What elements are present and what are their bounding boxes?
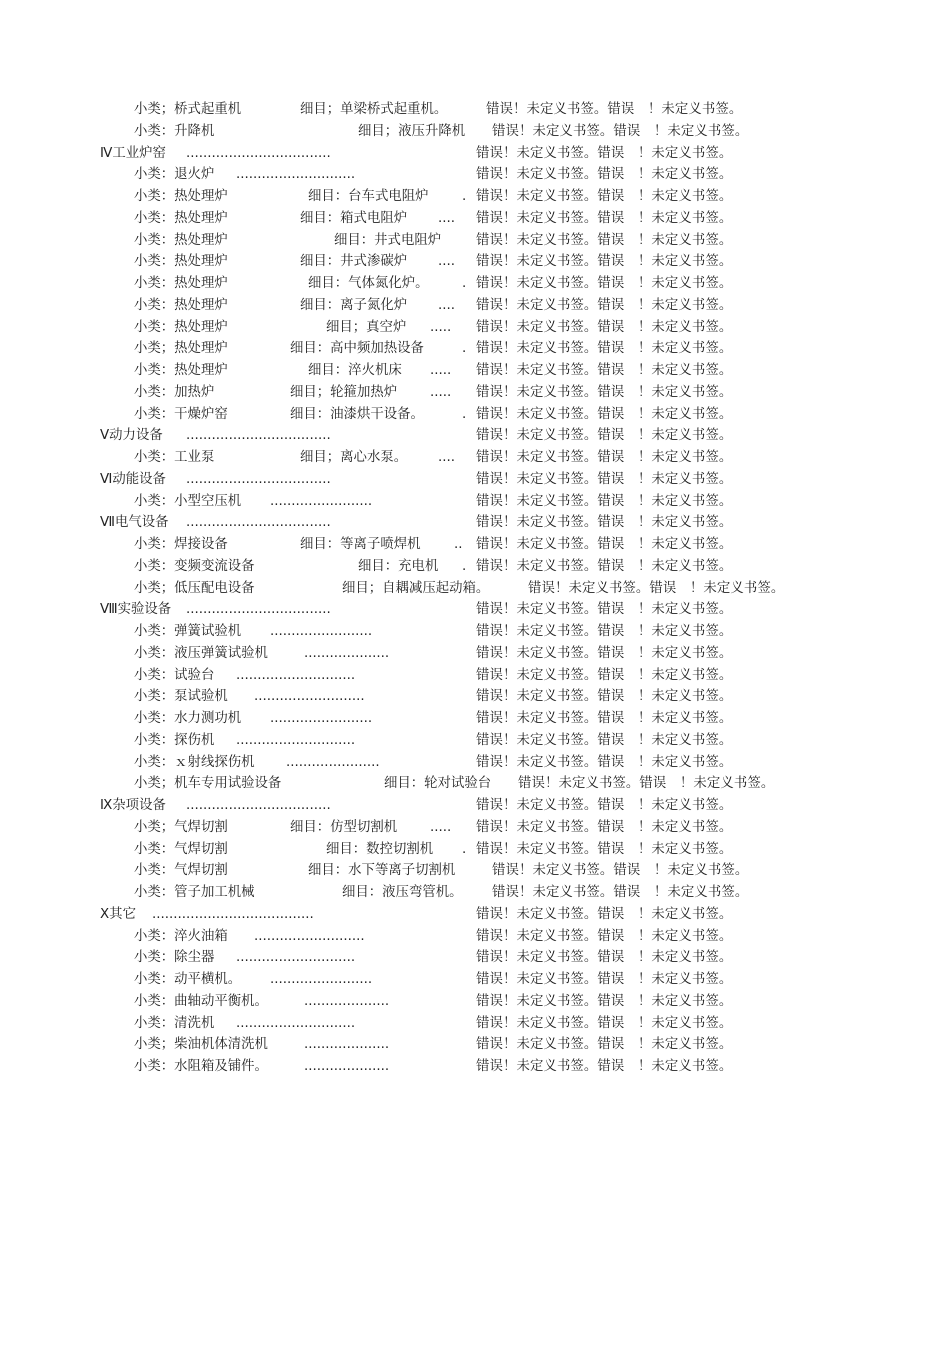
toc-detail-label: 细目：轮对试验台: [384, 776, 492, 792]
toc-entry[interactable]: [0, 143, 950, 165]
toc-entry[interactable]: [0, 317, 950, 339]
page-reference-error: 错误！未定义书签。错误 ！未定义书签。: [476, 1059, 733, 1074]
page-reference-error: 错误！未定义书签。错误 ！未定义书签。: [486, 102, 743, 117]
dot-leader: ......................................: [152, 906, 314, 922]
page-reference-error: 错误！未定义书签。错误 ！未定义书签。: [476, 732, 733, 748]
toc-detail-label: 细目；液压升降机: [358, 123, 466, 139]
toc-section-label: Ⅴ动力设备: [100, 428, 163, 444]
page-reference-error: 错误！未定义书签。错误 ！未定义书签。: [476, 363, 733, 378]
dot-leader: ..................................: [186, 515, 331, 531]
toc-subcategory-label: 小类：热处理炉: [134, 232, 228, 248]
page-reference-error: 错误！未定义书签。错误 ！未定义书签。: [476, 1037, 733, 1053]
page-reference-error: 错误！未定义书签。错误 ！未定义书签。: [476, 254, 733, 270]
toc-detail-label: 细目；离心水泵。: [300, 450, 408, 465]
dot-leader: ..........................: [254, 689, 365, 705]
page-reference-error: 错误！未定义书签。错误 ！未定义书签。: [476, 645, 733, 661]
toc-entry[interactable]: [0, 991, 950, 1013]
dot-leader: ....: [438, 297, 456, 313]
toc-subcategory-label: 小类：动平横机。: [134, 972, 242, 987]
toc-detail-label: 细目：离子氮化炉: [300, 297, 408, 313]
toc-section-label: Ⅵ动能设备: [100, 471, 166, 487]
page-reference-error: 错误！未定义书签。错误 ！未定义书签。: [476, 297, 733, 313]
toc-subcategory-label: 小类：液压弹簧试验机: [134, 645, 268, 661]
toc-subcategory-label: 小类：热处理炉: [134, 363, 228, 378]
toc-subcategory-label: 小类：探伤机: [134, 732, 215, 748]
toc-entry[interactable]: [0, 556, 950, 578]
toc-subcategory-label: 小类：热处理炉: [134, 210, 228, 226]
toc-subcategory-label: 小类：热处理炉: [134, 319, 228, 335]
page-reference-error: 错误！未定义书签。错误 ！未定义书签。: [518, 776, 775, 792]
toc-entry[interactable]: [0, 121, 950, 143]
toc-entry[interactable]: [0, 360, 950, 382]
toc-entry[interactable]: [0, 795, 950, 817]
page-reference-error: 错误！未定义书签。错误 ！未定义书签。: [476, 384, 733, 400]
toc-subcategory-label: 小类：热处理炉: [134, 297, 228, 313]
dot-leader: ..................................: [186, 602, 331, 618]
toc-subcategory-label: 小类：热处理炉: [134, 189, 228, 204]
toc-subcategory-label: 小类：管子加工机械: [134, 885, 255, 900]
dot-leader: .: [462, 276, 467, 291]
dot-leader: ..................................: [186, 471, 331, 487]
toc-detail-label: 细目：箱式电阻炉: [300, 210, 408, 226]
dot-leader: ....................: [304, 1059, 390, 1074]
toc-subcategory-label: 小类：热处理炉: [134, 276, 228, 291]
dot-leader: ..: [454, 537, 463, 552]
toc-subcategory-label: 小类：加热炉: [134, 384, 215, 400]
page-reference-error: 错误！未定义书签。错误 ！未定义书签。: [492, 885, 749, 900]
dot-leader: ..................................: [186, 145, 331, 161]
toc-detail-label: 细目：油漆烘干设备。: [290, 406, 424, 422]
toc-subcategory-label: 小类；低压配电设备: [134, 580, 255, 596]
toc-entry[interactable]: [0, 295, 950, 317]
toc-detail-label: 细目：井式渗碳炉: [300, 254, 408, 270]
toc-subcategory-label: 小类：升降机: [134, 123, 215, 139]
toc-entry[interactable]: [0, 817, 950, 839]
dot-leader: ....................: [304, 993, 390, 1009]
toc-entry[interactable]: [0, 643, 950, 665]
dot-leader: ........................: [270, 493, 373, 509]
toc-entry[interactable]: [0, 512, 950, 534]
page-reference-error: 错误！未定义书签。错误 ！未定义书签。: [476, 667, 733, 683]
dot-leader: .....: [430, 819, 452, 835]
page-reference-error: 错误！未定义书签。错误 ！未定义书签。: [476, 754, 733, 770]
toc-detail-label: 细目；自耦减压起动箱。: [342, 580, 490, 596]
toc-detail-label: 细目：等离子喷焊机: [300, 537, 421, 552]
toc-entry[interactable]: [0, 251, 950, 273]
dot-leader: ............................: [236, 667, 356, 683]
toc-entry[interactable]: [0, 860, 950, 882]
toc-entry[interactable]: [0, 273, 950, 295]
dot-leader: ............................: [236, 1015, 356, 1031]
page-reference-error: 错误！未定义书签。错误 ！未定义书签。: [476, 428, 733, 444]
toc-entry[interactable]: [0, 1056, 950, 1078]
toc-entry[interactable]: [0, 491, 950, 513]
page-reference-error: 错误！未定义书签。错误 ！未定义书签。: [476, 950, 733, 966]
dot-leader: ........................: [270, 624, 373, 639]
toc-detail-label: 细目：充电机: [358, 558, 439, 574]
toc-subcategory-label: 小类：水力测功机: [134, 711, 242, 726]
toc-subcategory-label: 小类：干燥炉窑: [134, 406, 228, 422]
page-reference-error: 错误！未定义书签。错误 ！未定义书签。: [476, 341, 733, 357]
page-reference-error: 错误！未定义书签。错误 ！未定义书签。: [476, 145, 733, 161]
dot-leader: ....: [438, 450, 456, 465]
dot-leader: ............................: [236, 950, 356, 966]
dot-leader: ....: [438, 254, 456, 270]
toc-subcategory-label: 小类；柴油机体清洗机: [134, 1037, 268, 1053]
page-reference-error: 错误！未定义书签。错误 ！未定义书签。: [476, 189, 733, 204]
toc-subcategory-label: 小类：试验台: [134, 667, 215, 683]
toc-entry[interactable]: [0, 1013, 950, 1035]
page-reference-error: 错误！未定义书签。错误 ！未定义书签。: [476, 798, 733, 813]
page-reference-error: 错误！未定义书签。错误 ！未定义书签。: [476, 515, 733, 531]
dot-leader: .: [462, 406, 467, 422]
toc-subcategory-label: 小类：ｘ射线探伤机: [134, 754, 255, 770]
page-reference-error: 错误！未定义书签。错误 ！未定义书签。: [476, 928, 733, 944]
toc-entry[interactable]: [0, 164, 950, 186]
page-reference-error: 错误！未定义书签。错误 ！未定义书签。: [476, 276, 733, 291]
toc-detail-label: 细目：气体氮化炉。: [308, 276, 429, 291]
toc-subcategory-label: 小类：泵试验机: [134, 689, 228, 705]
dot-leader: ....................: [304, 1037, 390, 1053]
toc-entry[interactable]: [0, 208, 950, 230]
toc-entry[interactable]: [0, 425, 950, 447]
page-reference-error: 错误！未定义书签。错误 ！未定义书签。: [476, 841, 733, 857]
toc-subcategory-label: 小类：焊接设备: [134, 537, 228, 552]
toc-entry[interactable]: [0, 404, 950, 426]
toc-entry[interactable]: [0, 534, 950, 556]
toc-entry[interactable]: [0, 338, 950, 360]
page-reference-error: 错误！未定义书签。错误 ！未定义书签。: [476, 493, 733, 509]
toc-detail-label: 细目：液压弯管机。: [342, 885, 463, 900]
dot-leader: .: [462, 558, 467, 574]
toc-subcategory-label: 小类：淬火油箱: [134, 928, 228, 944]
toc-section-label: Ⅷ实验设备: [100, 602, 172, 618]
toc-entry[interactable]: [0, 599, 950, 621]
page-reference-error: 错误！未定义书签。错误 ！未定义书签。: [476, 232, 733, 248]
toc-entry[interactable]: [0, 621, 950, 643]
toc-entry[interactable]: [0, 578, 950, 600]
page-reference-error: 错误！未定义书签。错误 ！未定义书签。: [492, 863, 749, 879]
page-reference-error: 错误！未定义书签。错误 ！未定义书签。: [476, 537, 733, 552]
toc-detail-label: 细目；真空炉: [326, 319, 407, 335]
page-reference-error: 错误！未定义书签。错误 ！未定义书签。: [476, 450, 733, 465]
dot-leader: ............................: [236, 167, 356, 183]
toc-entry[interactable]: [0, 186, 950, 208]
dot-leader: ............................: [236, 732, 356, 748]
dot-leader: ......................: [286, 754, 380, 770]
toc-entry[interactable]: [0, 839, 950, 861]
dot-leader: .....: [430, 384, 452, 400]
toc-section-label: Ⅹ其它: [100, 906, 136, 922]
toc-entry[interactable]: [0, 665, 950, 687]
page-reference-error: 错误！未定义书签。错误 ！未定义书签。: [476, 1015, 733, 1031]
toc-entry[interactable]: [0, 882, 950, 904]
toc-entry[interactable]: [0, 947, 950, 969]
page-reference-error: 错误！未定义书签。错误 ！未定义书签。: [476, 624, 733, 639]
toc-entry[interactable]: [0, 382, 950, 404]
dot-leader: ..................................: [186, 798, 331, 813]
toc-subcategory-label: 小类：水阻箱及铺件。: [134, 1059, 268, 1074]
dot-leader: ........................: [270, 711, 373, 726]
toc-entry[interactable]: [0, 686, 950, 708]
toc-entry[interactable]: [0, 904, 950, 926]
page-reference-error: 错误！未定义书签。错误 ！未定义书签。: [476, 167, 733, 183]
page-reference-error: 错误！未定义书签。错误 ！未定义书签。: [476, 689, 733, 705]
toc-detail-label: 细目：井式电阻炉: [334, 232, 442, 248]
dot-leader: ........................: [270, 972, 373, 987]
dot-leader: .: [462, 341, 467, 357]
toc-subcategory-label: 小类；桥式起重机: [134, 102, 242, 117]
page-reference-error: 错误！未定义书签。错误 ！未定义书签。: [476, 319, 733, 335]
toc-detail-label: 细目：仿型切割机: [290, 819, 398, 835]
toc-entry[interactable]: [0, 1034, 950, 1056]
toc-entry[interactable]: [0, 708, 950, 730]
toc-entry[interactable]: [0, 469, 950, 491]
page-reference-error: 错误！未定义书签。错误 ！未定义书签。: [476, 406, 733, 422]
toc-subcategory-label: 小类：变频变流设备: [134, 558, 255, 574]
toc-entry[interactable]: [0, 447, 950, 469]
toc-detail-label: 细目：淬火机床: [308, 363, 402, 378]
dot-leader: .....: [430, 319, 452, 335]
toc-section-label: Ⅸ杂项设备: [100, 798, 166, 813]
toc-section-label: Ⅳ工业炉窑: [100, 145, 166, 161]
toc-detail-label: 细目：台车式电阻炉: [308, 189, 429, 204]
page-reference-error: 错误！未定义书签。错误 ！未定义书签。: [476, 906, 733, 922]
toc-subcategory-label: 小类：曲轴动平衡机。: [134, 993, 268, 1009]
page-reference-error: 错误！未定义书签。错误 ！未定义书签。: [528, 580, 785, 596]
toc-entry[interactable]: [0, 752, 950, 774]
toc-detail-label: 细目：水下等离子切割机: [308, 863, 456, 879]
toc-subcategory-label: 小类：工业泵: [134, 450, 215, 465]
toc-entry[interactable]: [0, 969, 950, 991]
dot-leader: ..................................: [186, 428, 331, 444]
page-reference-error: 错误！未定义书签。错误 ！未定义书签。: [476, 993, 733, 1009]
toc-entry[interactable]: [0, 773, 950, 795]
toc-subcategory-label: 小类：热处理炉: [134, 254, 228, 270]
toc-subcategory-label: 小类：清洗机: [134, 1015, 215, 1031]
toc-entry[interactable]: [0, 230, 950, 252]
toc-subcategory-label: 小类；热处理炉: [134, 341, 228, 357]
dot-leader: ..........................: [254, 928, 365, 944]
toc-detail-label: 细目：高中频加热设备: [290, 341, 424, 357]
toc-subcategory-label: 小类：小型空压机: [134, 493, 242, 509]
page-reference-error: 错误！未定义书签。错误 ！未定义书签。: [476, 471, 733, 487]
toc-subcategory-label: 小类：除尘器: [134, 950, 215, 966]
page-reference-error: 错误！未定义书签。错误 ！未定义书签。: [476, 819, 733, 835]
toc-subcategory-label: 小类：退火炉: [134, 167, 215, 183]
page-reference-error: 错误！未定义书签。错误 ！未定义书签。: [492, 123, 749, 139]
toc-detail-label: 细目：数控切割机: [326, 841, 434, 857]
dot-leader: .: [462, 841, 467, 857]
page-reference-error: 错误！未定义书签。错误 ！未定义书签。: [476, 972, 733, 987]
toc-subcategory-label: 小类；气焊切割: [134, 819, 228, 835]
toc-section-label: Ⅶ电气设备: [100, 515, 169, 531]
toc-subcategory-label: 小类：弹簧试验机: [134, 624, 242, 639]
toc-entry[interactable]: [0, 926, 950, 948]
page-reference-error: 错误！未定义书签。错误 ！未定义书签。: [476, 210, 733, 226]
toc-entry[interactable]: [0, 730, 950, 752]
page-reference-error: 错误！未定义书签。错误 ！未定义书签。: [476, 602, 733, 618]
page-reference-error: 错误！未定义书签。错误 ！未定义书签。: [476, 558, 733, 574]
toc-subcategory-label: 小类：气焊切割: [134, 841, 228, 857]
dot-leader: .....: [430, 363, 452, 378]
page-reference-error: 错误！未定义书签。错误 ！未定义书签。: [476, 711, 733, 726]
toc-detail-label: 细目；轮箍加热炉: [290, 384, 398, 400]
table-of-contents: [0, 99, 950, 1078]
dot-leader: ....: [438, 210, 456, 226]
dot-leader: .: [462, 189, 467, 204]
toc-subcategory-label: 小类；机车专用试验设备: [134, 776, 282, 792]
toc-entry[interactable]: [0, 99, 950, 121]
toc-subcategory-label: 小类：气焊切割: [134, 863, 228, 879]
dot-leader: ....................: [304, 645, 390, 661]
toc-detail-label: 细目；单梁桥式起重机。: [300, 102, 448, 117]
